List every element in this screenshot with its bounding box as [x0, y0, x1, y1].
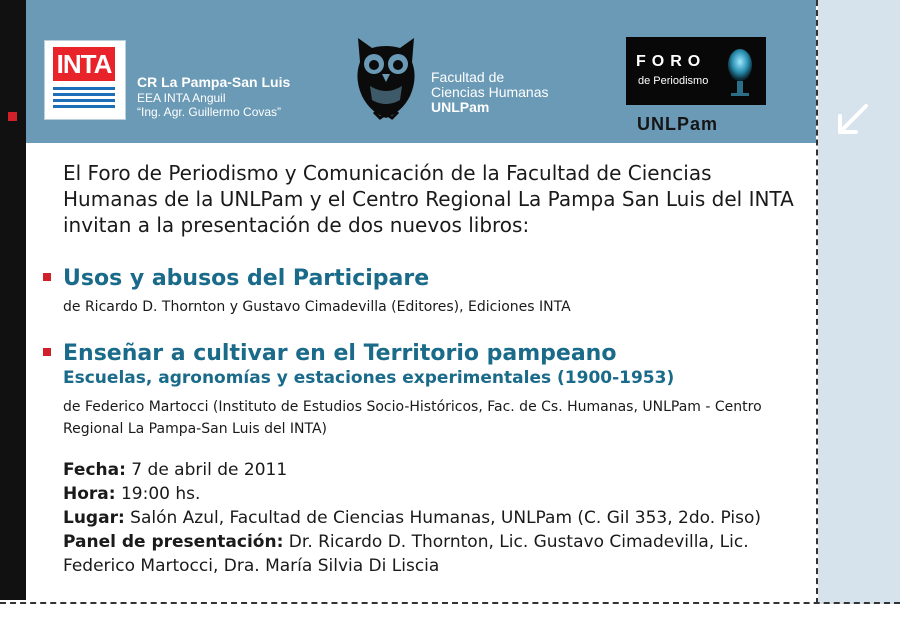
inta-caption-line3: “Ing. Agr. Guillermo Covas”: [137, 105, 282, 119]
microphone-icon: [722, 45, 758, 99]
inta-caption: [137, 74, 290, 119]
foro-unlpam-label: UNLPam: [637, 114, 719, 134]
event-details: [63, 458, 813, 578]
facultad-caption-line2: Ciencias Humanas: [431, 84, 549, 100]
left-red-marker: [8, 112, 17, 121]
inta-logo: [44, 40, 126, 120]
facultad-caption-line1: Facultad de: [431, 69, 505, 85]
lugar-label: Lugar:: [63, 508, 125, 528]
foro-periodismo-logo: [626, 37, 766, 105]
book1-title: Usos y abusos del Participare: [63, 266, 430, 291]
facultad-caption: [431, 70, 549, 115]
inta-caption-line2: EEA INTA Anguil: [137, 91, 226, 105]
hora-row: [63, 482, 813, 506]
left-dark-strip: [0, 0, 26, 600]
lugar-row: [63, 506, 813, 530]
arrow-down-left-icon: [832, 100, 872, 140]
fecha-label: Fecha:: [63, 460, 126, 480]
book2-bullet: [43, 348, 51, 356]
inta-caption-line1: CR La Pampa-San Luis: [137, 74, 291, 90]
book2-authors: de Federico Martocci (Instituto de Estudios Socio-Históricos, Fac. de Cs. Humanas, UNLPam - Centro Regional La Pampa-San Luis del INTA): [63, 399, 762, 437]
hora-label: Hora:: [63, 484, 116, 504]
book2-subtitle: Escuelas, agronomías y estaciones experimentales (1900-1953): [63, 368, 675, 388]
inta-logo-text: INTA: [53, 47, 115, 81]
owl-logo-icon: [352, 34, 420, 120]
book1-bullet: [43, 273, 51, 281]
facultad-caption-line3: UNLPam: [431, 99, 490, 115]
hora-value: 19:00 hs.: [115, 484, 201, 504]
panel-label: Panel de presentación:: [63, 532, 284, 552]
right-side-panel: [818, 0, 900, 604]
panel-row: [63, 530, 813, 578]
vertical-cut-line: [816, 0, 818, 604]
fecha-row: [63, 458, 813, 482]
foro-logo-subtitle: de Periodismo: [638, 75, 709, 87]
panel-value: Dr. Ricardo D. Thornton, Lic. Gustavo Cimadevilla, Lic. Federico Martocci, Dra. María Silvia Di Liscia: [63, 532, 749, 576]
lugar-value: Salón Azul, Facultad de Ciencias Humanas, UNLPam (C. Gil 353, 2do. Piso): [124, 508, 762, 528]
book2-title: Enseñar a cultivar en el Territorio pampeano: [63, 341, 617, 366]
foro-logo-title: FORO: [636, 53, 707, 70]
inta-logo-stripes: [53, 87, 115, 111]
horizontal-cut-line: [0, 602, 900, 604]
fecha-value: 7 de abril de 2011: [125, 460, 288, 480]
book1-authors: de Ricardo D. Thornton y Gustavo Cimadevilla (Editores), Ediciones INTA: [63, 299, 571, 315]
intro-paragraph: El Foro de Periodismo y Comunicación de la Facultad de Ciencias Humanas de la UNLPam y el Centro Regional La Pampa San Luis del INTA invitan a la presentación de dos nuevos libros:: [63, 161, 794, 237]
